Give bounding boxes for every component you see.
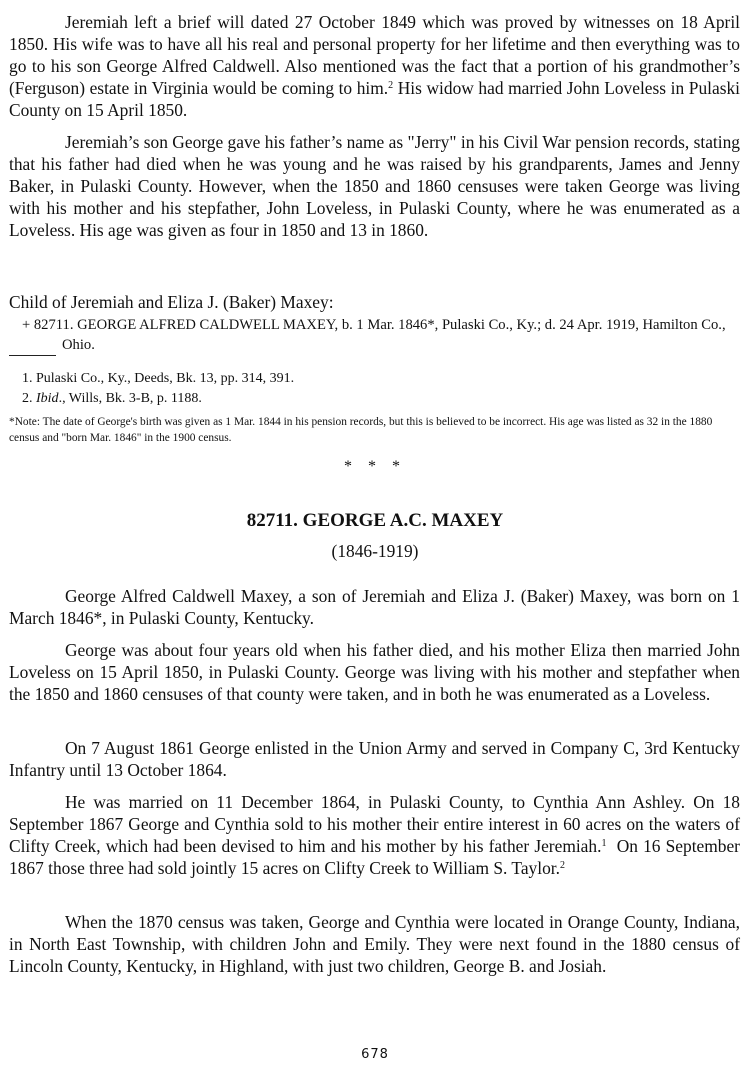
footnote-ref: 1 — [601, 838, 607, 849]
page-number: 678 — [361, 1047, 389, 1062]
military-paragraph: On 7 August 1861 George enlisted in the Union Army and served in Company C, 3rd Kentucky Infantry until 13 October 1864. — [9, 738, 740, 780]
section-title: 82711. GEORGE A.C. MAXEY — [246, 510, 504, 531]
footnote-ref: 2 — [559, 860, 565, 871]
child-heading: Child of Jeremiah and Eliza J. (Baker) Maxey: — [9, 292, 334, 312]
footnote-2: 2. Ibid., Wills, Bk. 3-B, p. 1188. — [22, 391, 202, 406]
section-separator: * * * — [344, 458, 406, 475]
footnote-1: 1. Pulaski Co., Ky., Deeds, Bk. 13, pp. 314, 391. — [22, 371, 295, 386]
birth-date-note: *Note: The date of George's birth was given as 1 Mar. 1844 in his pension records, but this is believed to be incorrect. His age was listed as 32 in the 1880 census and "born Mar. 1846" in the 1900 census. — [9, 416, 713, 444]
will-paragraph: Jeremiah left a brief will dated 27 October 1849 which was proved by witnesses on 18 April 1850. His wife was to have all his real and personal property for her lifetime and then everything was to go to his son George Alfred Caldwell. Also mentioned was the fact that a portion of his grandmother’s (Ferguson) estate in Virginia would be coming to him.$^2$ His widow had married John Loveless in Pulaski County on 15 April 1850. — [9, 12, 740, 120]
marriage-paragraph: He was married on 11 December 1864, in Pulaski County, to Cynthia Ann Ashley. On 18 September 1867 George and Cynthia sold to his mother their entire interest in 60 acres on the waters of Clifty Creek, which had been devised to him and his mother by his father Jeremiah.$^1$ On 16 September 1867 those three had sold jointly 15 acres on Clifty Creek to William S. Taylor.$^2$ — [9, 792, 740, 878]
pension-paragraph: Jeremiah’s son George gave his father’s name as "Jerry" in his Civil War pension records, stating that his father had died when he was young and he was raised by his grandparents, James and Jenny Baker, in Pulaski County. However, when the 1850 and 1860 censuses were taken George was living with his mother and his stepfather, John Loveless, in Pulaski County, where he was enumerated as a Loveless. His age was given as four in 1850 and 13 in 1860. — [9, 132, 740, 240]
census-paragraph: When the 1870 census was taken, George and Cynthia were located in Orange County, Indiana, in North East Township, with children John and Emily. They were next found in the 1880 census of Lincoln County, Kentucky, in Highland, with just two children, George B. and Josiah. — [9, 912, 740, 976]
footnote-ref: 2 — [388, 80, 394, 91]
child-entry: + 82711. GEORGE ALFRED CALDWELL MAXEY, b. 1 Mar. 1846*, Pulaski Co., Ky.; d. 24 Apr. 1919, Hamilton Co., Ohio. — [22, 317, 726, 353]
childhood-paragraph: George was about four years old when his father died, and his mother Eliza then married John Loveless on 15 April 1850, in Pulaski County. George was living with his mother and stepfather when the 1850 and 1860 censuses of that county were taken, and in both he was enumerated as a Loveless. — [9, 640, 740, 704]
footnote-divider — [9, 355, 56, 356]
section-years: (1846-1919) — [331, 541, 419, 561]
birth-paragraph: George Alfred Caldwell Maxey, a son of Jeremiah and Eliza J. (Baker) Maxey, was born on 1 March 1846*, in Pulaski County, Kentucky. — [9, 586, 740, 628]
